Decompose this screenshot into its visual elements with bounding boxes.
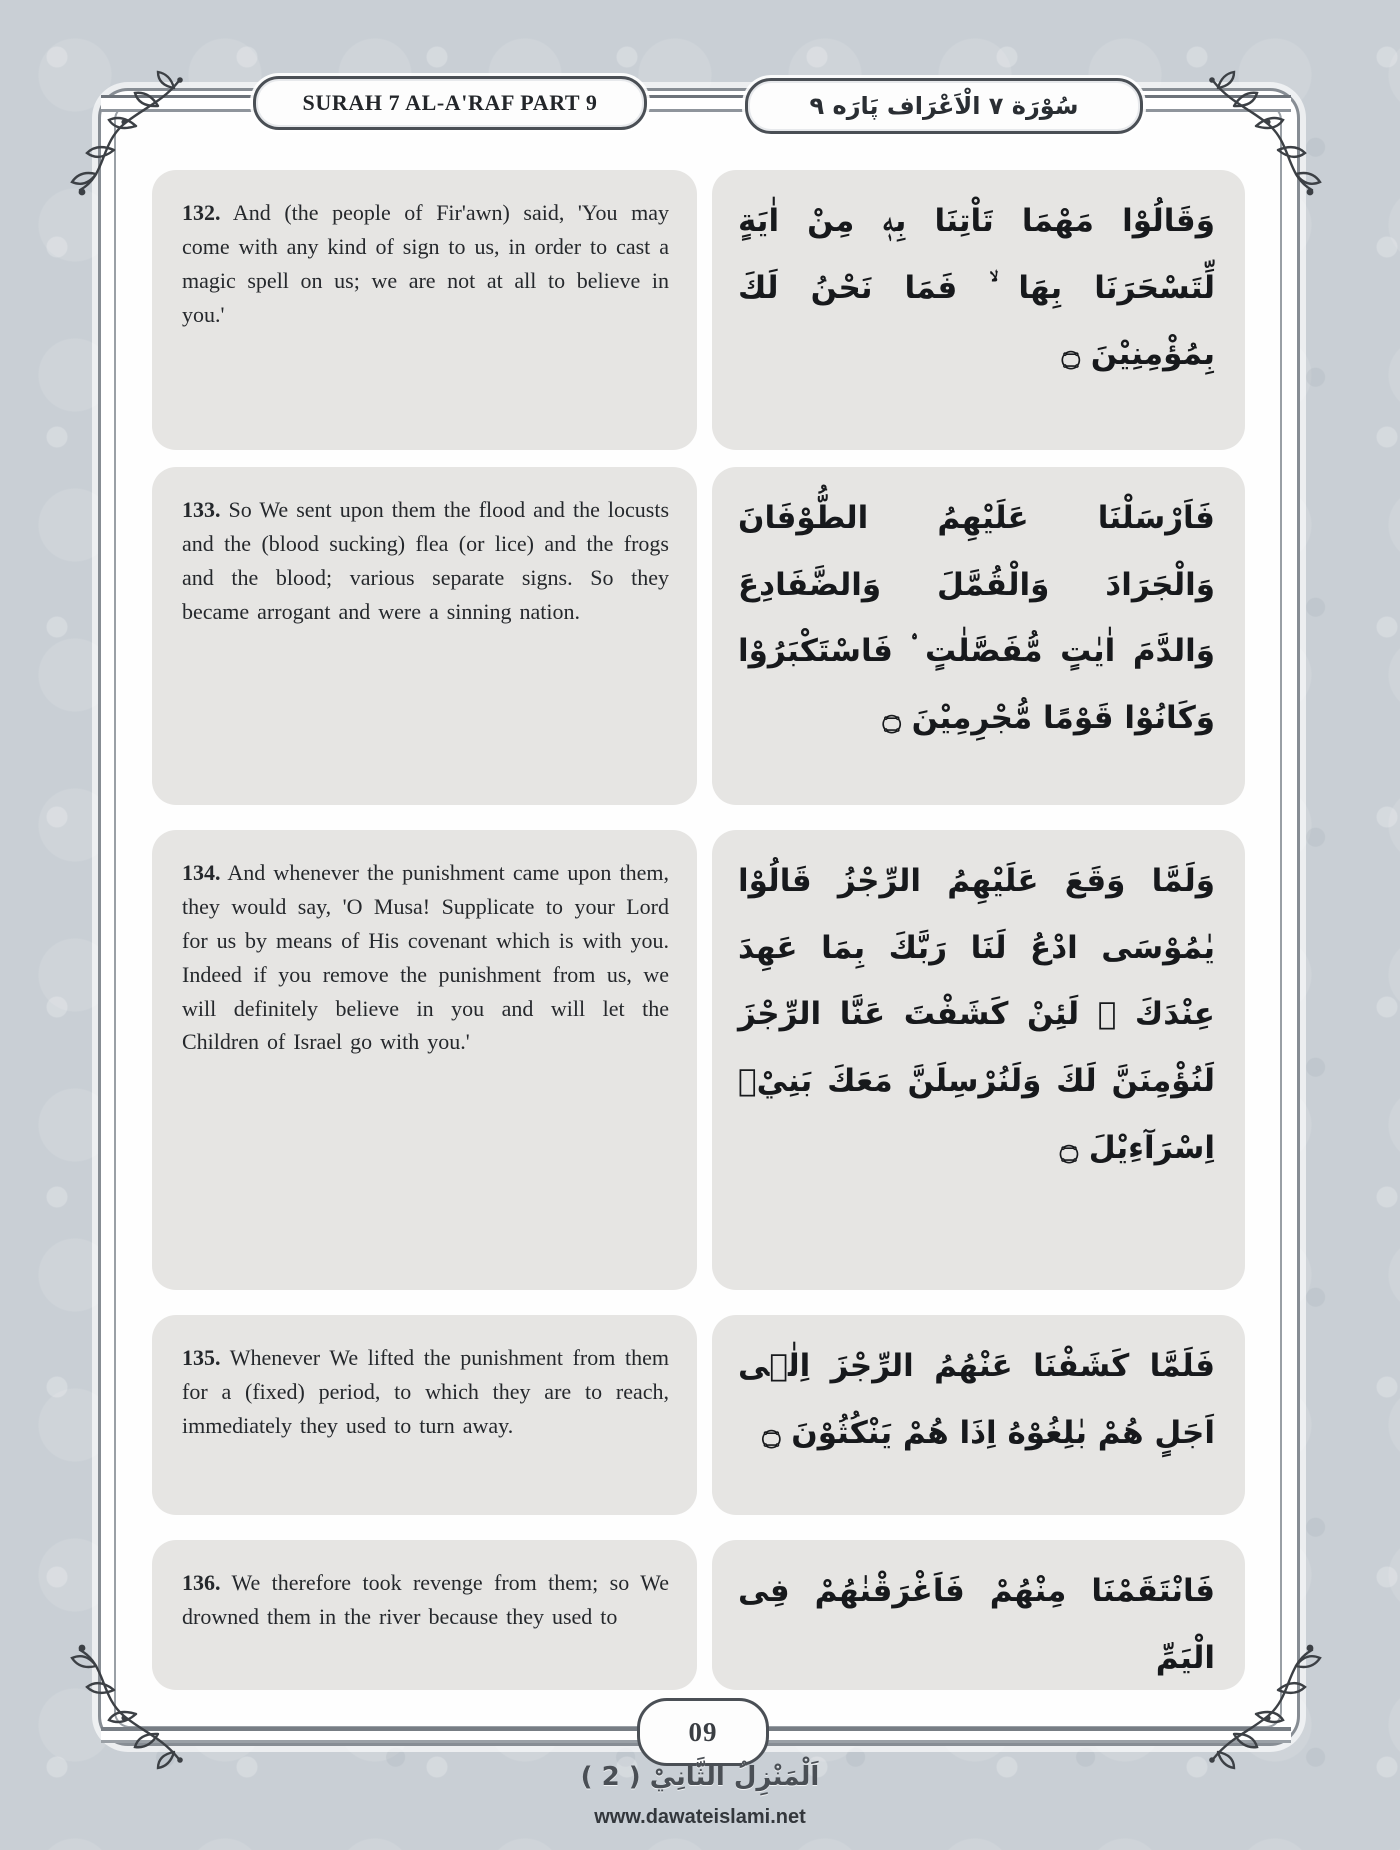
row-spacer xyxy=(152,1515,1245,1540)
verse-136-translation xyxy=(152,1540,697,1690)
verse-arabic-text: وَقَالُوْا مَهْمَا تَاْتِنَا بِهٖ مِنْ اٰيَةٍ لِّتَسْحَرَنَا بِهَا ۙ فَمَا نَحْنُ لَكَ بِمُؤْمِنِيْنَ ۝ xyxy=(738,203,1215,373)
verse-translation-text: So We sent upon them the flood and the locusts and the (blood sucking) flea (or lice) and the frogs and the blood; various separate signs. So they became arrogant and were a sinning nation. xyxy=(182,497,670,624)
surah-title-arabic-label: سُوْرَة ٧ الْاَعْرَاف پَارَه ٩ xyxy=(809,92,1079,120)
website-url: www.dawateislami.net xyxy=(594,1806,806,1828)
row-spacer xyxy=(152,450,1245,467)
row-spacer xyxy=(152,1290,1245,1315)
verse-133-arabic xyxy=(712,467,1245,805)
verse-number: 136. xyxy=(182,1570,221,1595)
verse-arabic-text: فَلَمَّا كَشَفْنَا عَنْهُمُ الرِّجْزَ اِلٰۤى اَجَلٍ هُمْ بٰلِغُوْهُ اِذَا هُمْ يَنْكُثُوْنَ ۝ xyxy=(738,1348,1215,1451)
page-number: 09 xyxy=(688,1716,718,1747)
verse-number: 135. xyxy=(182,1345,221,1370)
verse-number: 132. xyxy=(182,200,221,225)
verse-row-133 xyxy=(152,467,1245,805)
verse-135-arabic xyxy=(712,1315,1245,1515)
manzil-label: اَلْمَنْزِلُ الثَّانِيْ ( 2 ) xyxy=(580,1762,820,1792)
verse-translation-text: And whenever the punishment came upon them, they would say, 'O Musa! Supplicate to your Lord for us by means of His covenant which is with you. Indeed if you remove the punishment from us, we will definitely believe in you and will let the Children of Israel go with you.' xyxy=(182,860,669,1055)
verse-arabic-text: فَانْتَقَمْنَا مِنْهُمْ فَاَغْرَقْنٰهُمْ فِى الْيَمِّ xyxy=(738,1573,1215,1676)
surah-title-english-label: SURAH 7 AL-A'RAF PART 9 xyxy=(302,90,598,115)
verse-133-translation xyxy=(152,467,697,805)
verse-number: 133. xyxy=(182,497,221,522)
verse-135-translation xyxy=(152,1315,697,1515)
verse-row-135 xyxy=(152,1315,1245,1515)
verse-row-136 xyxy=(152,1540,1245,1690)
verse-translation-text: Whenever We lifted the punishment from them for a (fixed) period, to which they are to reach, immediately they used to turn away. xyxy=(182,1345,669,1438)
verse-arabic-text: وَلَمَّا وَقَعَ عَلَيْهِمُ الرِّجْزُ قَالُوْا يٰمُوْسَى ادْعُ لَنَا رَبَّكَ بِمَا عَهِدَ عِنْدَكَ ۚ لَئِنْ كَشَفْتَ عَنَّا الرِّجْزَ لَنُؤْمِنَنَّ لَكَ وَلَنُرْسِلَنَّ مَعَكَ بَنِيْۤ اِسْرَآءِيْلَ ۝ xyxy=(738,863,1215,1166)
surah-title-english xyxy=(253,76,647,130)
verse-134-translation xyxy=(152,830,697,1290)
verse-134-arabic xyxy=(712,830,1245,1290)
row-spacer xyxy=(152,805,1245,830)
verse-136-arabic xyxy=(712,1540,1245,1690)
verse-translation-text: We therefore took revenge from them; so We drowned them in the river because they used to xyxy=(182,1570,670,1629)
verse-row-134 xyxy=(152,830,1245,1290)
verse-row-132 xyxy=(152,170,1245,450)
surah-title-arabic xyxy=(745,78,1143,134)
verse-132-arabic xyxy=(712,170,1245,450)
verse-translation-text: And (the people of Fir'awn) said, 'You may come with any kind of sign to us, in order to cast a magic spell on us; we are not at all to believe in you.' xyxy=(182,200,669,327)
verse-arabic-text: فَاَرْسَلْنَا عَلَيْهِمُ الطُّوْفَانَ وَالْجَرَادَ وَالْقُمَّلَ وَالضَّفَادِعَ وَالدَّمَ اٰيٰتٍ مُّفَصَّلٰتٍ ۟ فَاسْتَكْبَرُوْا وَكَانُوْا قَوْمًا مُّجْرِمِيْنَ ۝ xyxy=(738,500,1215,736)
page-number-badge xyxy=(637,1698,769,1766)
verse-132-translation xyxy=(152,170,697,450)
verse-number: 134. xyxy=(182,860,221,885)
verse-list xyxy=(152,170,1245,1690)
